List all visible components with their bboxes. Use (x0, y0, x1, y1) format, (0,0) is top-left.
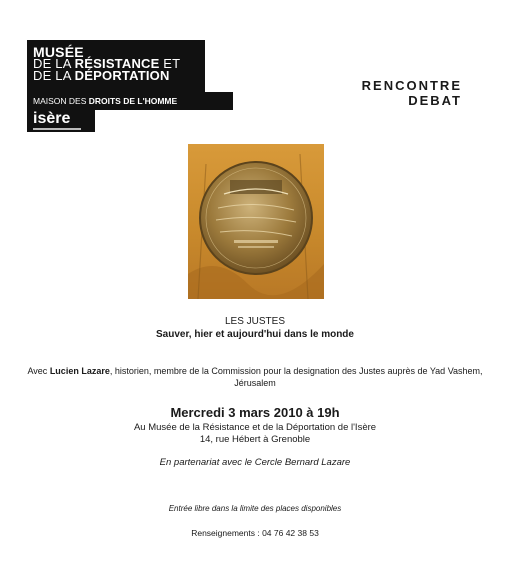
event-type-line1: RENCONTRE (361, 78, 462, 93)
speaker-info (20, 365, 490, 389)
logo-text: DE LA (33, 68, 75, 83)
event-subtitle: Sauver, hier et aujourd'hui dans le monde (156, 329, 354, 340)
event-type-line2: DEBAT (408, 93, 462, 108)
logo-maison-bold: DROITS DE L'HOMME (88, 96, 178, 106)
museum-logo (27, 40, 233, 132)
logo-isere-text: isère (33, 110, 71, 127)
logo-text-bold: RÉSISTANCE (74, 56, 160, 71)
logo-maison-text: MAISON DES (33, 96, 89, 106)
logo-isere (27, 110, 95, 132)
logo-isere-underline (33, 128, 81, 130)
contact-info: Renseignements : 04 76 42 38 53 (191, 528, 319, 538)
medal-inscription (234, 240, 278, 243)
address-line2: 14, rue Hébert à Grenoble (199, 434, 311, 445)
logo-maison-band (27, 92, 233, 110)
address-line1: Au Musée de la Résistance et de la Déportation de l'Isère (133, 422, 377, 433)
speaker-desc: , historien, membre de la Commission pour la designation des Justes auprès de Yad Vashem, Jérusalem (109, 366, 483, 388)
logo-text: ET (159, 56, 181, 71)
speaker-prefix: Avec (27, 366, 50, 376)
logo-musee: MUSÉE (33, 44, 84, 60)
partnership: En partenariat avec le Cercle Bernard Lazare (159, 457, 351, 468)
entry-info: Entrée libre dans la limite des places disponibles (168, 504, 342, 513)
event-title: LES JUSTES (224, 316, 286, 327)
event-date: Mercredi 3 mars 2010 à 19h (170, 405, 340, 420)
logo-text-bold: DÉPORTATION (74, 68, 170, 83)
event-type (352, 78, 462, 108)
logo-text: DE LA (33, 56, 75, 71)
logo-line-deportation (33, 70, 205, 82)
medal-inscription (238, 246, 274, 248)
medal-illustration (188, 144, 324, 299)
medal-building (230, 180, 282, 194)
medal-image (188, 144, 324, 299)
speaker-name: Lucien Lazare (49, 366, 110, 376)
